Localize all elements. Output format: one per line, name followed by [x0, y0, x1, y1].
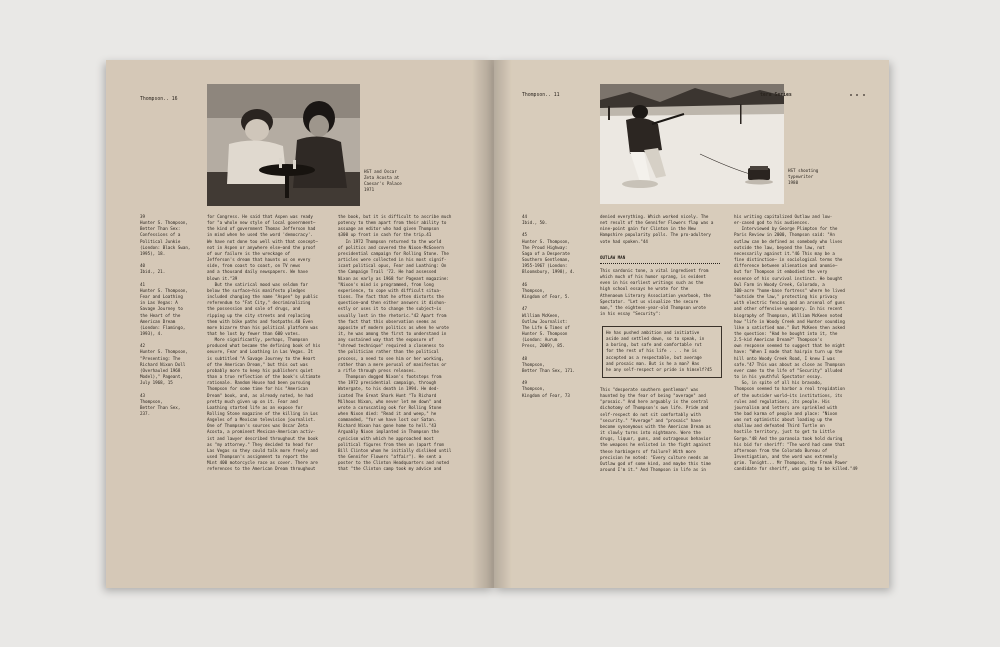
footnotes: 39 Hunter S. Thompson, Better Than Sex: Confessions of a Political Junkie (London: Black Swan, 1995), 18. 40 Ibid., 21. 41 Hunter S. Thompson, Fear and Loathing in Las Vegas: A Savage Journey to the Heart of the American Dream (London: Flamingo, 1993), 4. 42 Hunter S. Thompson, "Presenting: The Richard Nixon Doll (Overhauled 1968 Model)," Pageant, July 1968, 15 43 Thompson, Better Than Sex, 237. — [140, 214, 191, 416]
photo-image — [600, 84, 784, 204]
body-column-1: for Congress. He said that Aspen was ready for "a whole new style of local government— the kind of government Thomas Jefferson had in mind when he used the word 'democracy'. We have not done too well with that concept— not in Aspen or anywhere else—and the proof of our failure is the wreckage of Jefferson's dream that haunts us on every side, from coast to coast, on TV news and a thousand daily newspapers. We have blown it."39 But the satirical mood was seldom far below the surface—his manifesto pledges included changing the name "Aspen" by public referendum to "Fat City," decriminalizing the possession and sale of drugs, and ripping up the city streets and replacing them with bike paths and footpaths.40 Even more bizarre than his political platform was that he lost by fewer than 600 votes. More significantly, perhaps, Thompson produced what became the defining book of his oeuvre, Fear and Loathing in Las Vegas. It is subtitled "A Savage Journey to the Heart of the American Dream," but this out was probably more to keep his publishers quiet than a true reflection of the book's ultimate rationale. Random House had been pursuing Thompson for some time for his "American Dream" book, and, as already noted, he had pretty much given up on it. Fear and Loathing started life as an expose for Rolling Stone magazine of the killing in Los Angeles of a Mexican television journalist. One of Thompson's sources was Oscar Zeta Acosta, a prominent Mexican-American activ- ist and lawyer described throughout the book as "my attorney." They decided to head for Las Vegas so they could talk more freely and used Thompson's assignment to report the Mint 400 motorcycle race as cover. There are references to the American Dream throughout — [207, 214, 321, 472]
print-mark — [863, 94, 865, 96]
photo-hst-and-oscar — [207, 84, 360, 206]
block-quote: He has pushed ambition and initiative aside and settled down, so to speak, in a boring, but safe and comfortable rut for the rest of his life . . . he is accepted as a respectable, but average and prosaic man. But is he a man? Has he any self-respect or pride in himself?45 — [606, 330, 712, 372]
right-page — [494, 60, 889, 588]
body-column-1-top: denied everything. Which worked nicely. The net result of the Gennifer Flowers flap was a nine-point gain for Clinton in the New Hampshire popularity polls. The pro-adultery vote had spoken."44 — [600, 214, 714, 244]
body-column-1-bottom: This "desperate southern gentleman" was haunted by the fear of being "average" and "prosaic." And here arguably is the central dichotomy of Thompson's own life. Pride and self-respect do not sit comfortably with "security." "Average" and "prosaic" have become synonymous with the American Dream as it slowly turns into nightmare. Were the drugs, liquor, guns, and outrageous behavior the weapons he enlisted in the fight against these harbingers of failure? With more precision he noted: "Every culture needs an Outlaw god of some kind, and maybe this time around I'm it." And Thompson in life as in — [600, 387, 711, 473]
section-rule — [600, 263, 720, 264]
print-mark — [850, 94, 852, 96]
left-page — [106, 60, 494, 588]
print-mark — [856, 94, 858, 96]
magazine-spread — [106, 60, 886, 588]
photo-hst-shooting-typewriter — [600, 84, 784, 204]
body-column-2: his writing capitalized Outlaw and low- er-cased god to his audiences. Interviewed by George Plimpton for the Paris Review in 2000, Thompson said: "An outlaw can be defined as somebody who lives outside the law, beyond the law, not necessarily against it."46 This may be a fine distinction— in sociological terms the difference between alienation and anomie— but for Thompson it embodied the very essence of his survival instinct. He bought Owl Farm in Woody Creek, Colorado, a 100-acre "home-base fortress" where he lived "outside the law," protecting his privacy with electric fencing and an arsenal of guns and other offensive weaponry. In his recent biography of Thompson, William McKeen noted how "life in Woody Creek and Hunter sounding like a satisfied man." But McKeen then asked the question: "Had he bought into it, the 2.5-kid American Dream?" Thompson's own response seemed to suggest that he might have: "When I made that hairpin turn up the hill onto Woody Creek Road, I knew I was safe."47 This was about as close as Thompson ever came to the life of "Security" alluded to in his youthful Spectator essay. So, in spite of all his bravado, Thompson seemed to harbor a real trepidation of the outsider world—its institutions, its rules and regulations, its people. His journalism and letters are sprinkled with the bad karma of people and place: "Nixon was not optimistic about loading up the shallow and defeated Third Turtle on hostile territory, just to get to Little Gorge."48 And the paranoia took hold during his bid for sheriff: "The word had come that afternoon from the Colorado Bureau of Investigation, and the word was extremely grim. Tonight... Mr Thompson, the Freak Power candidate for sheriff, was going to be killed."49 — [734, 214, 858, 472]
body-column-2: the book, but it is difficult to ascribe much potency to them apart from their ability to assuage an editor who had given Thompson $300 up front in cash for the trip.41 In 1972 Thompson returned to the world of politics and covered the Nixon-McGovern presidential campaign for Rolling Stone. The articles were collected in his most signif- icant political opus, Fear and Loathing: On the Campaign Trail '72. He had assessed Nixon as early as 1968 for Pageant magazine: "Nixon's mind is programmed, from long experience, to cope with difficult situa- tions. The fact that he often distorts the question—and then either answers it dishon- estly or uses it to change the subject—is usually lost in the rhetoric."42 Apart from the fact that this observation seems as apposite of modern politics as when he wrote it, he was among the first to understand in any sustained way that the exposure of "shrewd technique" required a closeness to the politician rather than the political process, a need to see him or her working, rather than a mere perusal of manifestos or a rifle through press releases. Thompson dogged Nixon's footsteps from the 1972 presidential campaign, through Watergate, to his death in 1994. He ded- icated The Great Shark Hunt "To Richard Milhous Nixon, who never let me down" and wrote a coruscating ook for Rolling Stone when Nixon died: "Read it and weep," he commanded, "for we have lost our Satan. Richard Nixon has gone home to hell."43 Arguably Nixon implanted in Thompson the cynicism with which he approached most political figures from then on (apart from Bill Clinton whom he initially disliked until the Gennifer Flowers "affair"). He sent a poster to the Clinton Headquarters and noted that "the Clinton camp took my advice and — [338, 214, 452, 472]
photo-caption: HST shooting typewriter 1980 — [788, 168, 819, 186]
photo-image — [207, 84, 360, 206]
photo-caption: HST and Oscar Zeta Acosta at Caesar's Palace 1971 — [364, 169, 402, 193]
footnotes: 44 Ibid., 50. 45 Hunter S. Thompson, The Proud Highway: Saga of a Desperate Southern Gentleman, 1955-1967 (London: Bloomsbury, 1998), 4. 46 Thompson, Kingdom of Fear, 5. 47 William McKeen, Outlaw Journalist: The Life & Times of Hunter S. Thompson (London: Aurum Press, 2009), 85. 48 Thompson, Better Than Sex, 171. 49 Thompson, Kingdom of Fear, 73 — [522, 214, 575, 398]
body-column-1-middle: This sardonic tone, a vital ingredient from which much of his humor sprang, is evident even in his earliest writings such as the high school essays he wrote for the Athenaeum Literary Association yearbook, the Spectator. "Let us visualize the secure man," the eighteen-year-old Thompson wrote in his essay "Security": — [600, 268, 711, 317]
page-header: Thompson.. 16 — [140, 97, 178, 102]
series-label: tera Series — [760, 93, 792, 98]
page-header: Thompson.. 11 — [522, 93, 560, 98]
section-heading: OUTLAW MAN — [600, 255, 626, 260]
